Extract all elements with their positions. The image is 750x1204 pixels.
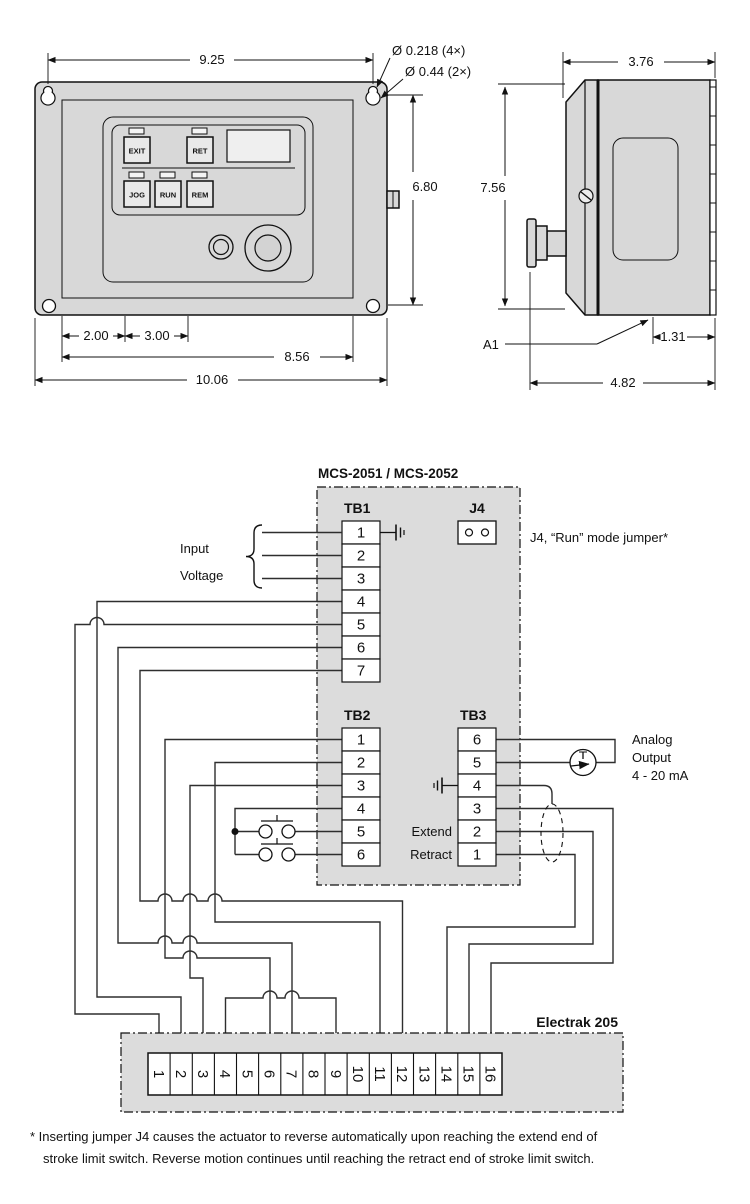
analog-line-3: 4 - 20 mA: [632, 768, 689, 783]
tb2-terminal-1: 1: [356, 731, 366, 749]
tb1-terminal-3: 3: [356, 570, 366, 588]
hole-callouts: [377, 43, 471, 98]
tb1-terminal-4: 4: [356, 593, 366, 611]
screw: [579, 189, 593, 203]
footnote-line-1: * Inserting jumper J4 causes the actuator to reverse automatically upon reaching the extend end of: [30, 1129, 598, 1144]
electrak-terminal-12: 12: [393, 1065, 411, 1083]
electrak-terminal-4: 4: [216, 1069, 234, 1079]
j4-note: J4, “Run” mode jumper*: [530, 530, 668, 545]
dim-4-82: 4.82: [610, 375, 636, 390]
j4-label: J4: [469, 500, 485, 516]
analog-output-label: [632, 732, 689, 783]
retract-label: Retract: [410, 847, 452, 862]
tb2-terminal-6: 6: [356, 846, 366, 864]
tb3-terminal-1: 1: [472, 846, 482, 864]
electrak-terminal-15: 15: [459, 1065, 477, 1083]
a1-label: A1: [483, 337, 499, 352]
shield-ellipse: [541, 804, 563, 862]
tb3-terminal-4: 4: [472, 777, 482, 795]
dim-10-06: 10.06: [195, 372, 229, 387]
electrak-terminal-10: 10: [348, 1065, 366, 1083]
electrak-terminal-7: 7: [282, 1069, 300, 1079]
electrak-terminal-16: 16: [481, 1065, 499, 1083]
tb3-terminal-3: 3: [472, 800, 482, 818]
dim-1-31: 1.31: [660, 329, 686, 344]
tb3-terminal-2: 2: [472, 823, 482, 841]
electrak-terminal-3: 3: [194, 1069, 212, 1079]
brace: [246, 525, 262, 588]
current-meter-icon: [570, 750, 596, 776]
input-voltage-label-1: Input: [180, 541, 209, 556]
pushbutton-switch-extend: [259, 815, 295, 838]
dim-6-80: 6.80: [412, 179, 438, 194]
footnote-line-2: stroke limit switch. Reverse motion continues until reaching the retract end of stroke limit switch.: [43, 1151, 595, 1166]
ret-button-label: RET: [192, 146, 208, 156]
jog-button-label: JOG: [129, 190, 145, 200]
shaft-assembly: [527, 219, 566, 267]
electrak-terminal-2: 2: [171, 1069, 189, 1079]
tb1-terminal-7: 7: [356, 662, 366, 680]
side-view: [480, 52, 716, 390]
dim-2-00: 2.00: [83, 328, 109, 343]
electrak-terminal-8: 8: [304, 1069, 322, 1079]
front-view: [35, 43, 471, 387]
tb2-block: [342, 707, 380, 866]
analog-line-1: Analog: [632, 732, 673, 747]
analog-line-2: Output: [632, 750, 672, 765]
led-ret: [192, 128, 207, 134]
led-run: [160, 172, 175, 178]
hole-bottom-left: [43, 300, 56, 313]
dim-hole-small: Ø 0.218 (4×): [392, 43, 466, 58]
electrak-terminal-6: 6: [260, 1069, 278, 1079]
led-exit: [129, 128, 144, 134]
dim-connector-offset: [653, 317, 715, 344]
dim-9-25: 9.25: [199, 52, 225, 67]
electrak-terminal-13: 13: [415, 1065, 433, 1083]
electrak-terminal-9: 9: [326, 1069, 344, 1079]
electrak-terminal-11: 11: [371, 1066, 389, 1082]
electrak-terminal-strip: [148, 1053, 502, 1095]
tb1-terminal-2: 2: [356, 547, 366, 565]
dim-height: [480, 84, 565, 309]
dim-width-holes: [48, 52, 373, 84]
side-latch: [387, 191, 399, 208]
tb3-terminal-6: 6: [472, 731, 482, 749]
tb3-terminal-5: 5: [472, 754, 482, 772]
dim-3-00: 3.00: [144, 328, 170, 343]
dim-7-56: 7.56: [480, 180, 506, 195]
display: [227, 130, 290, 162]
extend-label: Extend: [411, 824, 452, 839]
footnote: [30, 1129, 598, 1166]
input-voltage-label-2: Voltage: [180, 568, 224, 583]
side-body: [598, 80, 710, 315]
tb3-label: TB3: [460, 707, 487, 723]
tb2-terminal-2: 2: [356, 754, 366, 772]
tb1-terminal-1: 1: [356, 524, 366, 542]
tb1-label: TB1: [344, 500, 371, 516]
mcs-title: MCS-2051 / MCS-2052: [318, 466, 459, 481]
tb2-terminal-5: 5: [356, 823, 366, 841]
junction-dot: [232, 828, 239, 835]
tb1-terminal-5: 5: [356, 616, 366, 634]
dim-3-76: 3.76: [628, 54, 654, 69]
run-button-label: RUN: [159, 190, 177, 200]
exit-button-label: EXIT: [128, 146, 146, 156]
electrak-terminal-14: 14: [437, 1065, 455, 1083]
electrak-terminal-5: 5: [238, 1069, 256, 1079]
tb2-terminal-4: 4: [356, 800, 366, 818]
tb1-terminal-6: 6: [356, 639, 366, 657]
led-rem: [192, 172, 207, 178]
dim-hole-large: Ø 0.44 (2×): [405, 64, 472, 79]
hole-bottom-right: [367, 300, 380, 313]
pushbutton-switch-retract: [259, 838, 295, 861]
tb2-label: TB2: [344, 707, 371, 723]
rem-button-label: REM: [191, 190, 209, 200]
electrak-title: Electrak 205: [536, 1014, 618, 1030]
front-bottom-dimensions: [35, 316, 387, 387]
led-jog: [129, 172, 144, 178]
tb2-terminal-3: 3: [356, 777, 366, 795]
dim-8-56: 8.56: [284, 349, 310, 364]
back-fins: [710, 80, 716, 315]
a1-callout: [483, 320, 648, 352]
electrak-terminal-1: 1: [149, 1069, 167, 1079]
wiring-diagram: [75, 466, 689, 1112]
